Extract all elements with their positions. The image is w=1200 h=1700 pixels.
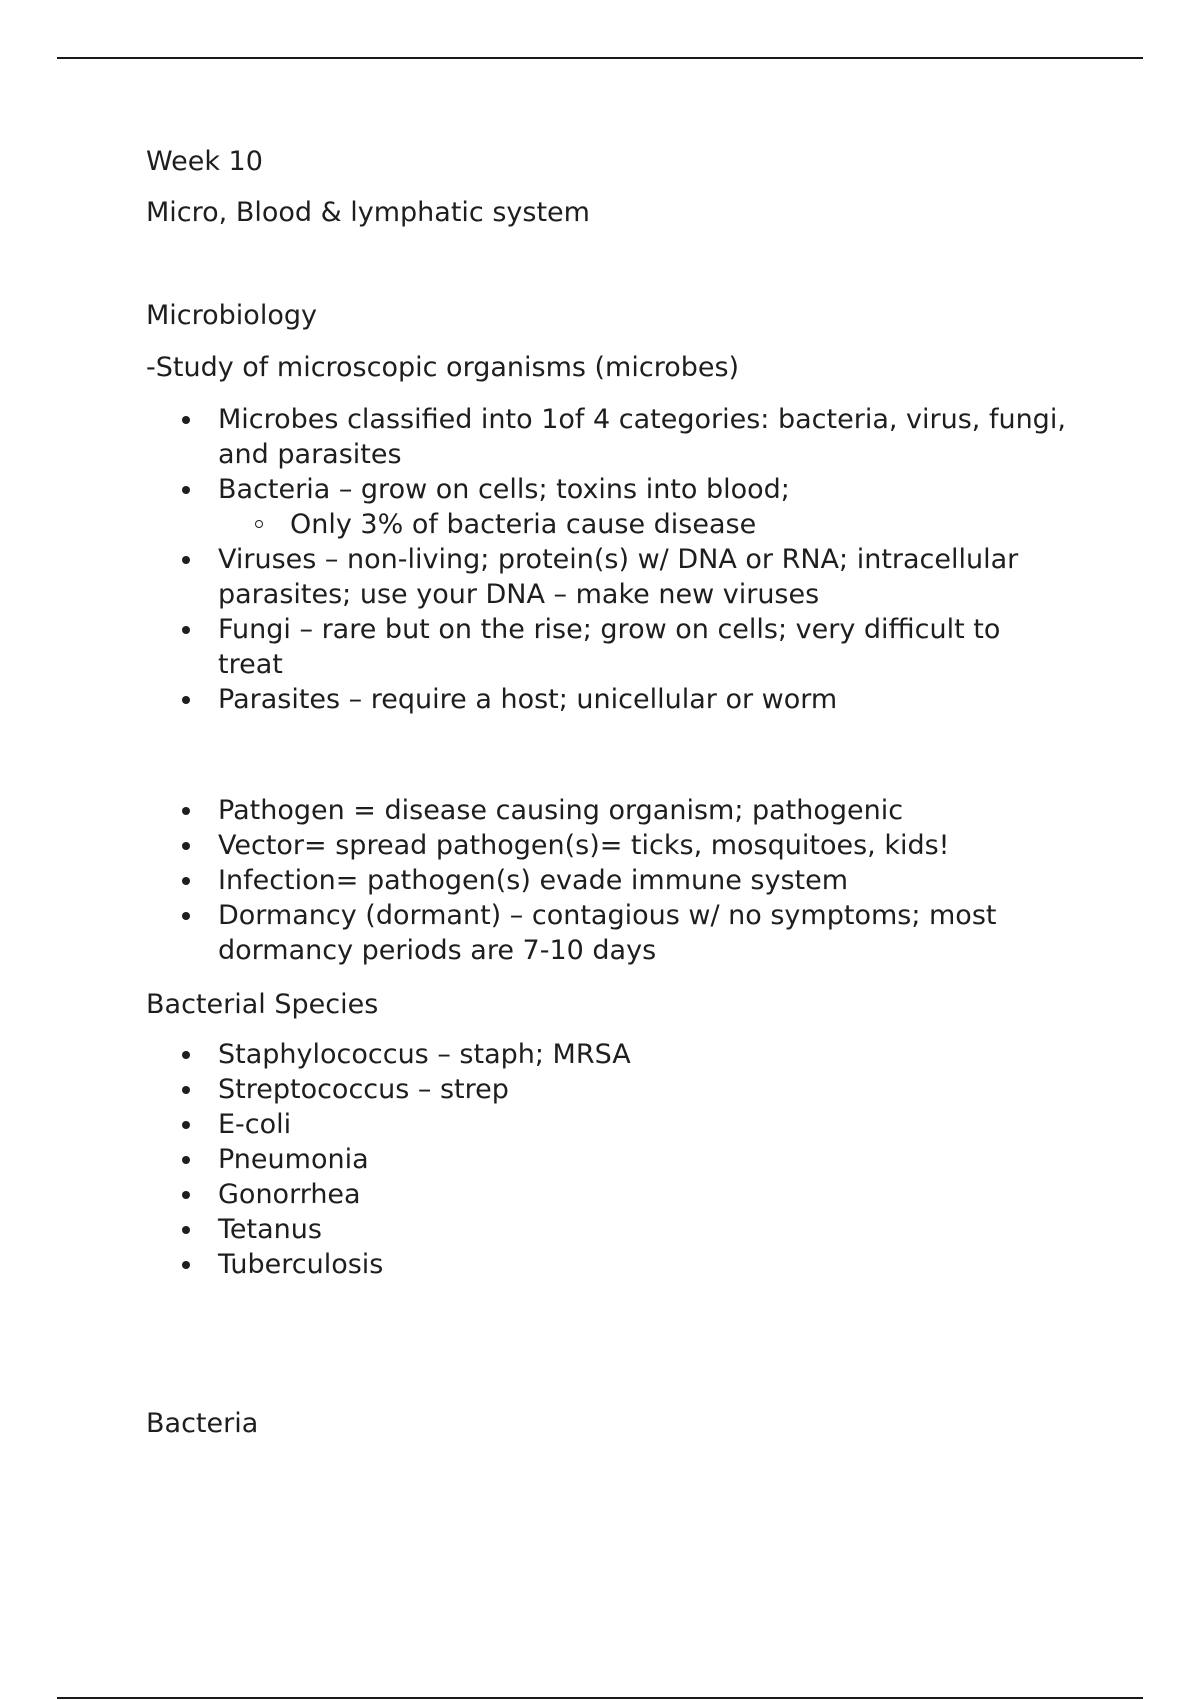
bullet-icon <box>182 1191 190 1199</box>
bullet-icon <box>182 1226 190 1234</box>
list-item <box>146 863 1066 898</box>
bullet-icon <box>182 912 190 920</box>
list-item-text: Viruses – non-living; protein(s) w/ DNA or RNA; intracellular parasites; use your DNA – make new viruses <box>218 544 1019 610</box>
bullet-icon <box>182 1261 190 1269</box>
hollow-bullet-icon <box>255 520 263 528</box>
list-item-text: Dormancy (dormant) – contagious w/ no symptoms; most dormancy periods are 7-10 days <box>218 900 997 966</box>
bullet-icon <box>182 1086 190 1094</box>
list-item-text: Tetanus <box>218 1214 322 1245</box>
bacterial-species-list <box>146 1037 1066 1282</box>
list-item-text: Pneumonia <box>218 1144 369 1175</box>
bullet-icon <box>182 696 190 704</box>
list-item <box>146 898 1066 968</box>
list-item-text: E-coli <box>218 1109 292 1140</box>
list-item-text: Staphylococcus – staph; MRSA <box>218 1039 631 1070</box>
list-item-text: Streptococcus – strep <box>218 1074 509 1105</box>
bullet-icon <box>182 556 190 564</box>
document-subtitle: Micro, Blood & lymphatic system <box>146 197 590 228</box>
bullet-icon <box>182 1121 190 1129</box>
list-item <box>146 1107 1066 1142</box>
bacteria-heading: Bacteria <box>146 1408 259 1439</box>
list-item-text: Pathogen = disease causing organism; pathogenic <box>218 795 904 826</box>
list-item-text: Fungi – rare but on the rise; grow on cells; very difficult to treat <box>218 614 1001 680</box>
list-item <box>146 828 1066 863</box>
list-item-text: Vector= spread pathogen(s)= ticks, mosquitoes, kids! <box>218 830 950 861</box>
microbiology-definition: -Study of microscopic organisms (microbes) <box>146 352 740 383</box>
bullet-icon <box>182 626 190 634</box>
list-item <box>146 793 1066 828</box>
sub-list-item <box>218 507 1066 542</box>
list-item <box>146 612 1066 682</box>
terms-list <box>146 793 1066 968</box>
bullet-icon <box>182 1051 190 1059</box>
bullet-icon <box>182 807 190 815</box>
bullet-icon <box>182 486 190 494</box>
list-item-text: Infection= pathogen(s) evade immune system <box>218 865 849 896</box>
list-item-text: Microbes classified into 1of 4 categories: bacteria, virus, fungi, and parasites <box>218 404 1066 470</box>
list-item <box>146 682 1066 717</box>
list-item <box>146 1072 1066 1107</box>
list-item-text: Tuberculosis <box>218 1249 384 1280</box>
bacterial-species-heading: Bacterial Species <box>146 989 379 1020</box>
week-title: Week 10 <box>146 146 263 177</box>
list-item-text: Bacteria – grow on cells; toxins into blood; <box>218 474 790 505</box>
bullet-icon <box>182 1156 190 1164</box>
list-item <box>146 402 1066 472</box>
list-item <box>146 542 1066 612</box>
bullet-icon <box>182 842 190 850</box>
list-item <box>146 1142 1066 1177</box>
bullet-icon <box>182 416 190 424</box>
microbe-categories-list <box>146 402 1066 717</box>
bottom-rule <box>57 1697 1143 1699</box>
list-item <box>146 1247 1066 1282</box>
list-item <box>146 1177 1066 1212</box>
sub-list-item-text: Only 3% of bacteria cause disease <box>290 509 757 540</box>
bullet-icon <box>182 877 190 885</box>
list-item-text: Parasites – require a host; unicellular or worm <box>218 684 838 715</box>
list-item <box>146 472 1066 542</box>
list-item <box>146 1212 1066 1247</box>
sub-list <box>218 507 1066 542</box>
list-item-text: Gonorrhea <box>218 1179 361 1210</box>
list-item <box>146 1037 1066 1072</box>
microbiology-heading: Microbiology <box>146 300 317 331</box>
top-rule <box>57 57 1143 59</box>
